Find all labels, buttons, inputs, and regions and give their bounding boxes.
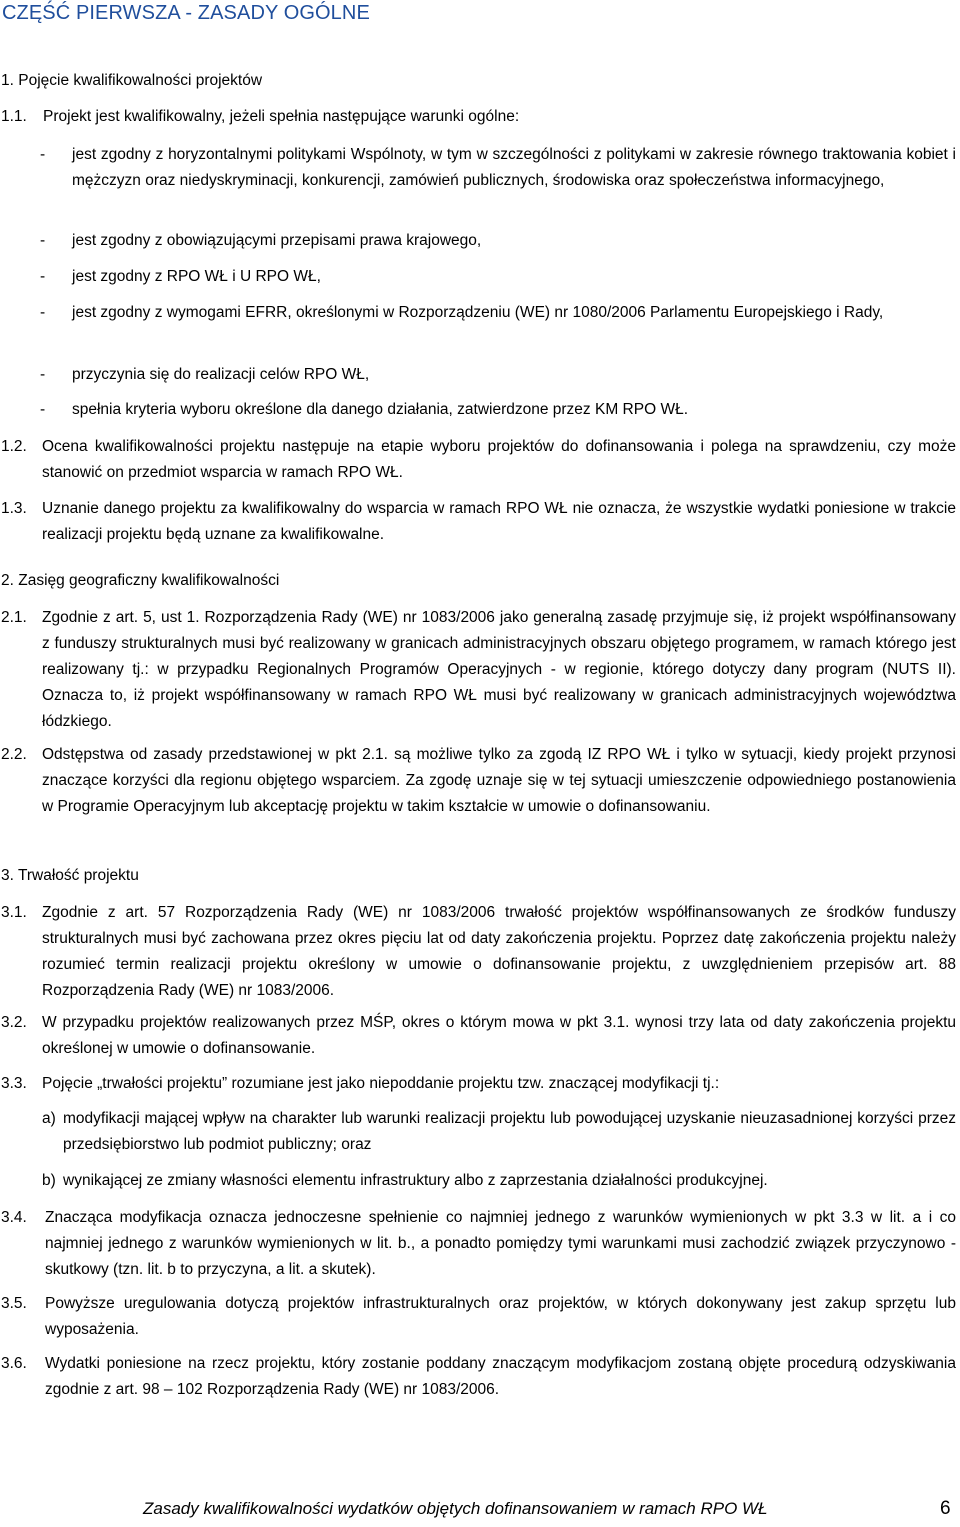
bullet-item: jest zgodny z obowiązującymi przepisami prawa krajowego,	[72, 232, 482, 249]
bullet-dash: -	[40, 401, 46, 418]
para-1-1-number: 1.1.	[1, 108, 27, 125]
bullet-item: jest zgodny z horyzontalnymi politykami Wspólnoty, w tym w szczególności z politykami w zakresie równego traktowania kobiet i mężczyzn oraz niedyskryminacji, konkurencji, zamówień publicznych, środowiska oraz społeczeństwa informacyjnego,	[72, 146, 956, 189]
list-item-b: wynikającej ze zmiany własności elementu infrastruktury albo z zaprzestania działalności produkcyjnej.	[63, 1172, 768, 1189]
para-3-3-text: Pojęcie „trwałości projektu” rozumiane jest jako niepoddanie projektu tzw. znaczącej modyfikacji tj.:	[42, 1075, 720, 1092]
para-3-6-number: 3.6.	[1, 1355, 27, 1372]
part-heading: CZĘŚĆ PIERWSZA - ZASADY OGÓLNE	[2, 2, 370, 24]
para-2-1-text: Zgodnie z art. 5, ust 1. Rozporządzenia Rady (WE) nr 1083/2006 jako generalną zasadę przyjmuje się, iż projekt współfinansowany z funduszy strukturalnych musi być realizowany w granicach administracyjnych obszaru objętego programem, w ramach którego jest realizowany tj.: w przypadku Regionalnych Programów Operacyjnych - w regionie, którego dotyczy dany program (NUTS II). Oznacza to, iż projekt współfinansowany w ramach RPO WŁ musi być realizowany w granicach administracyjnych województwa łódzkiego.	[42, 609, 956, 730]
section-2-title: 2. Zasięg geograficzny kwalifikowalności	[1, 572, 280, 589]
bullet-dash: -	[40, 268, 46, 285]
para-2-2-text: Odstępstwa od zasady przedstawionej w pkt 2.1. są możliwe tylko za zgodą IZ RPO WŁ i tylko w sytuacji, kiedy projekt przynosi znaczące korzyści dla regionu objętego wsparciem. Za zgodę uznaje się w tej sytuacji umieszczenie odpowiedniego postanowienia w Programie Operacyjnym lub akceptację projektu w takim kształcie w umowie o dofinansowaniu.	[42, 746, 956, 815]
bullet-item: jest zgodny z wymogami EFRR, określonymi w Rozporządzeniu (WE) nr 1080/2006 Parlamentu Europejskiego i Rady,	[72, 304, 884, 321]
list-label-b: b)	[42, 1172, 56, 1189]
bullet-dash: -	[40, 232, 46, 249]
para-1-2-text: Ocena kwalifikowalności projektu następuje na etapie wyboru projektów do dofinansowania i polega na sprawdzeniu, czy może stanowić on przedmiot wsparcia w ramach RPO WŁ.	[42, 438, 956, 481]
para-1-2-number: 1.2.	[1, 438, 27, 455]
para-2-2-number: 2.2.	[1, 746, 27, 763]
bullet-dash: -	[40, 304, 46, 321]
bullet-item: przyczynia się do realizacji celów RPO WŁ,	[72, 366, 370, 383]
para-3-4-number: 3.4.	[1, 1209, 27, 1226]
para-3-5-text: Powyższe uregulowania dotyczą projektów infrastrukturalnych oraz projektów, w których dokonywany jest zakup sprzętu lub wyposażenia.	[45, 1295, 956, 1338]
para-3-5-number: 3.5.	[1, 1295, 27, 1312]
para-3-2-text: W przypadku projektów realizowanych przez MŚP, okres o którym mowa w pkt 3.1. wynosi trzy lata od daty zakończenia projektu określonej w umowie o dofinansowanie.	[42, 1014, 956, 1057]
para-3-3-number: 3.3.	[1, 1075, 27, 1092]
list-label-a: a)	[42, 1110, 56, 1127]
bullet-item: jest zgodny z RPO WŁ i U RPO WŁ,	[72, 268, 321, 285]
bullet-dash: -	[40, 366, 46, 383]
para-1-3-text: Uznanie danego projektu za kwalifikowalny do wsparcia w ramach RPO WŁ nie oznacza, że wszystkie wydatki poniesione w trakcie realizacji projektu będą uznane za kwalifikowalne.	[42, 500, 956, 543]
bullet-dash: -	[40, 146, 46, 163]
page-number: 6	[940, 1498, 951, 1519]
para-2-1-number: 2.1.	[1, 609, 27, 626]
para-1-3-number: 1.3.	[1, 500, 27, 517]
list-item-a: modyfikacji mającej wpływ na charakter lub warunki realizacji projektu lub powodującej uzyskanie nieuzasadnionej korzyści przez przedsiębiorstwo lub podmiot publiczny; oraz	[63, 1110, 956, 1153]
para-3-1-number: 3.1.	[1, 904, 27, 921]
para-1-1-text: Projekt jest kwalifikowalny, jeżeli spełnia następujące warunki ogólne:	[43, 108, 520, 125]
section-1-title: 1. Pojęcie kwalifikowalności projektów	[1, 72, 263, 89]
para-3-4-text: Znacząca modyfikacja oznacza jednoczesne spełnienie co najmniej jednego z warunków wymienionych w pkt 3.3 w lit. a i co najmniej jednego z warunków wymienionych w lit. b., a ponadto pomiędzy tymi warunkami musi zachodzić związek przyczynowo - skutkowy (tzn. lit. b to przyczyna, a lit. a skutek).	[45, 1209, 956, 1278]
page-footer: Zasady kwalifikowalności wydatków objętych dofinansowaniem w ramach RPO WŁ	[143, 1499, 768, 1518]
para-3-1-text: Zgodnie z art. 57 Rozporządzenia Rady (WE) nr 1083/2006 trwałość projektów współfinansowanych ze środków funduszy strukturalnych musi być zachowana przez okres pięciu lat od daty zakończenia projektu. Poprzez datę zakończenia projektu należy rozumieć termin realizacji projektu określony w umowie o dofinansowanie projektu, z uwzględnieniem przepisów art. 88 Rozporządzenia Rady (WE) nr 1083/2006.	[42, 904, 956, 999]
section-3-title: 3. Trwałość projektu	[1, 867, 139, 884]
para-3-2-number: 3.2.	[1, 1014, 27, 1031]
bullet-item: spełnia kryteria wyboru określone dla danego działania, zatwierdzone przez KM RPO WŁ.	[72, 401, 688, 418]
para-3-6-text: Wydatki poniesione na rzecz projektu, który zostanie poddany znaczącym modyfikacjom zostaną objęte procedurą odzyskiwania zgodnie z art. 98 – 102 Rozporządzenia Rady (WE) nr 1083/2006.	[45, 1355, 956, 1398]
